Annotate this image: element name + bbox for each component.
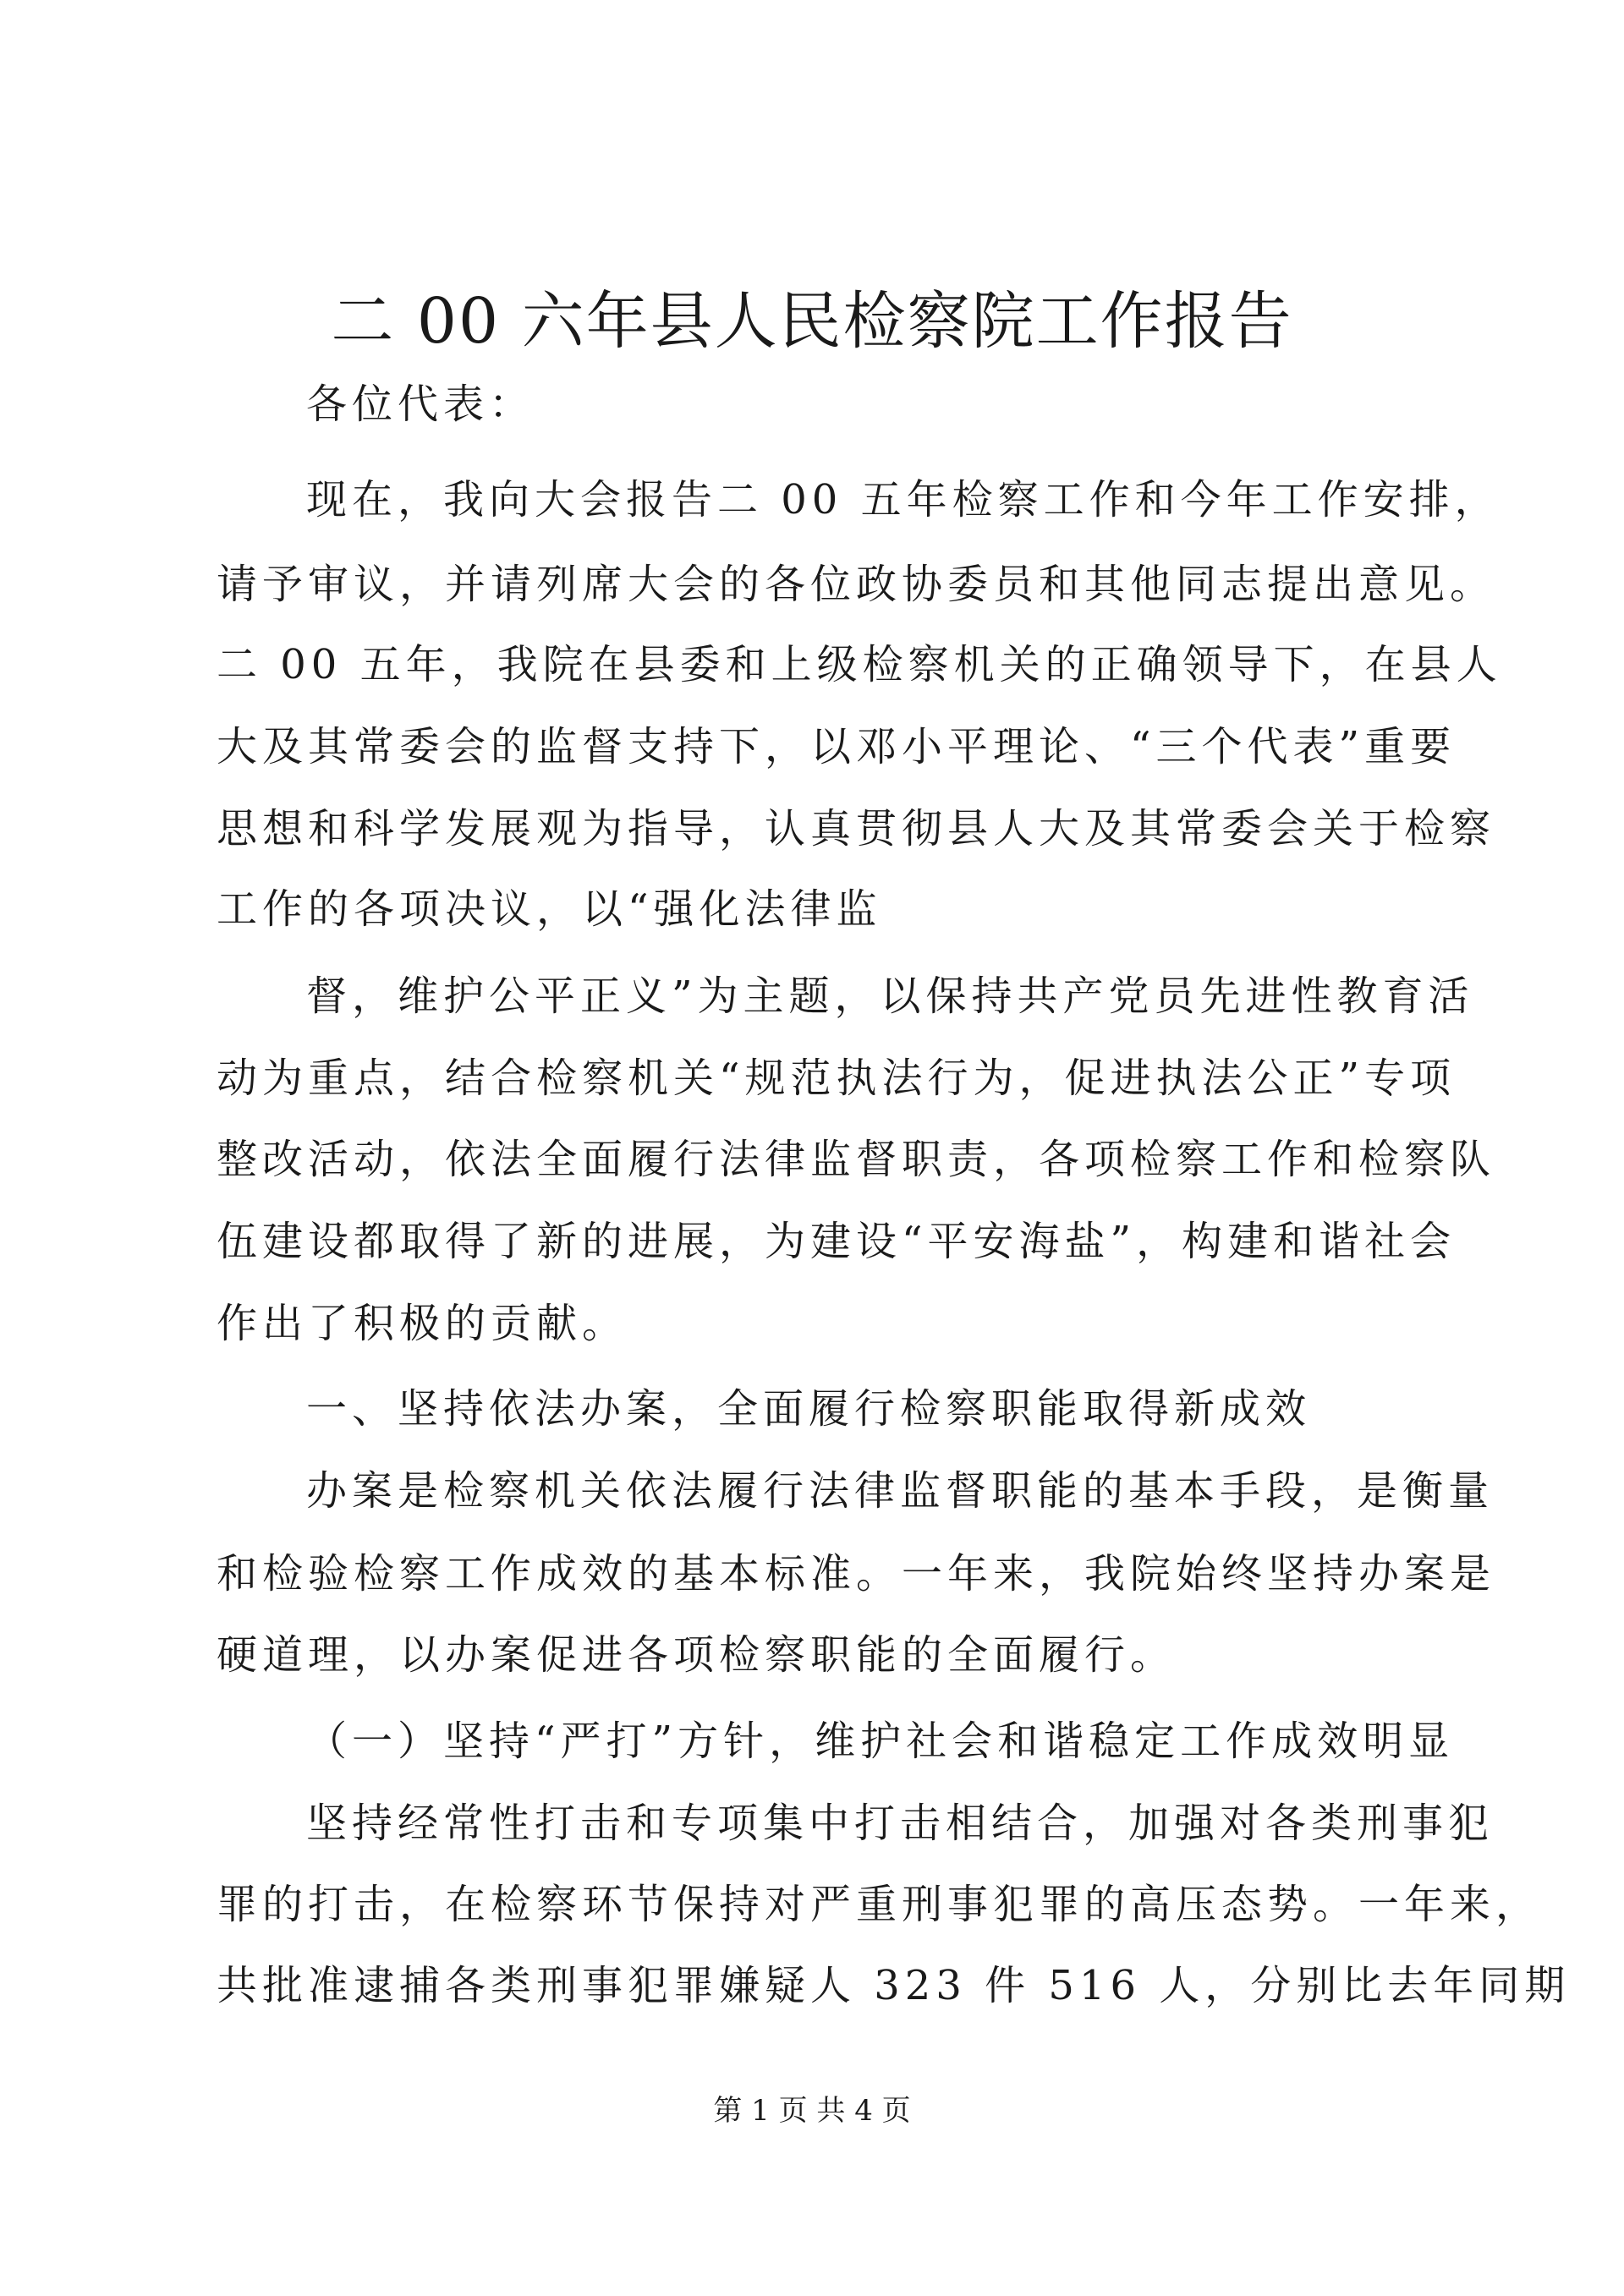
text-line: 二 00 五年，我院在县委和上级检察机关的正确领导下，在县人 (217, 641, 1502, 688)
page-footer: 第 1 页 共 4 页 (713, 2094, 911, 2128)
text-line: 整改活动，依法全面履行法律监督职责，各项检察工作和检察队 (217, 1136, 1496, 1183)
text-line: 共批准逮捕各类刑事犯罪嫌疑人 323 件 516 人，分别比去年同期 (217, 1962, 1571, 2009)
document-title: 二 00 六年县人民检察院工作报告 (331, 285, 1293, 358)
text-line: 动为重点，结合检察机关“规范执法行为，促进执法公正”专项 (217, 1055, 1457, 1102)
section-heading: 一、坚持依法办案，全面履行检察职能取得新成效 (306, 1385, 1312, 1433)
text-line: 和检验检察工作成效的基本标准。一年来，我院始终坚持办案是 (217, 1550, 1496, 1597)
text-line: 办案是检察机关依法履行法律监督职能的基本手段，是衡量 (306, 1467, 1495, 1515)
text-line: 作出了积极的贡献。 (217, 1300, 628, 1347)
text-line: 思想和科学发展观为指导，认真贯彻县人大及其常委会关于检察 (217, 805, 1496, 852)
subsection-heading: （一）坚持“严打”方针，维护社会和谐稳定工作成效明显 (306, 1718, 1455, 1765)
text-line: 硬道理，以办案促进各项检察职能的全面履行。 (217, 1631, 1177, 1679)
text-line: 工作的各项决议，以“强化法律监 (217, 885, 882, 933)
text-line: 罪的打击，在检察环节保持对严重刑事犯罪的高压态势。一年来， (217, 1881, 1542, 1928)
text-line: 大及其常委会的监督支持下，以邓小平理论、“三个代表”重要 (217, 723, 1457, 770)
text-line: 请予审议，并请列席大会的各位政协委员和其他同志提出意见。 (217, 561, 1496, 608)
text-line-salutation: 各位代表： (306, 381, 535, 428)
text-line: 督，维护公平正义”为主题，以保持共产党员先进性教育活 (306, 973, 1474, 1020)
text-line: 现在，我向大会报告二 00 五年检察工作和今年工作安排， (306, 476, 1501, 523)
text-line: 伍建设都取得了新的进展，为建设“平安海盐”，构建和谐社会 (217, 1218, 1457, 1265)
text-line: 坚持经常性打击和专项集中打击相结合，加强对各类刑事犯 (306, 1800, 1495, 1847)
